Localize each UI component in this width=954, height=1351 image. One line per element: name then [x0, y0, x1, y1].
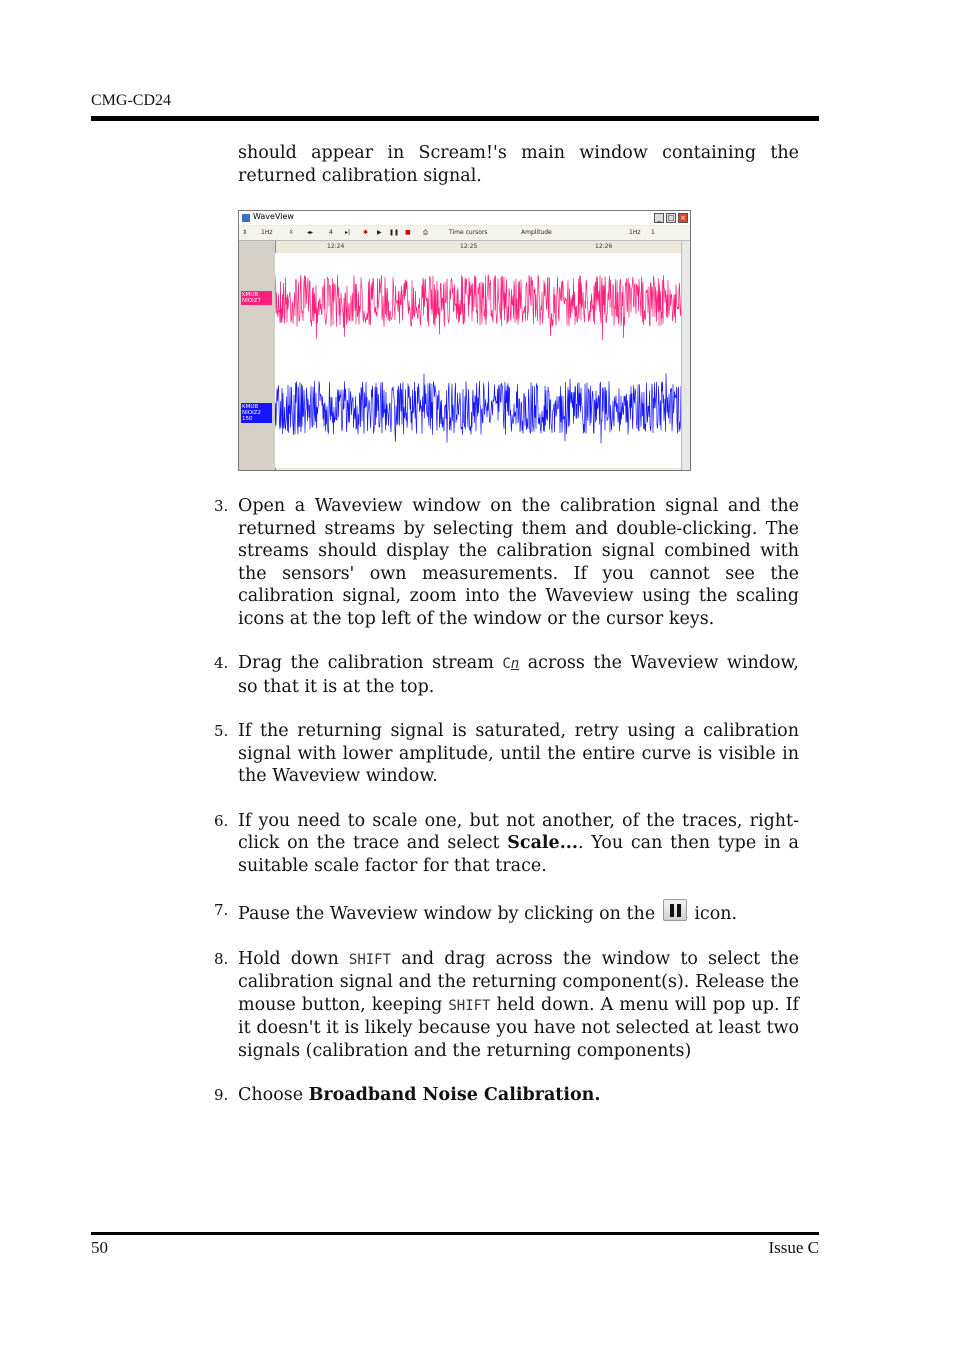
pause-icon	[663, 899, 687, 921]
menu-option: Scale...	[507, 833, 578, 853]
item-text: If you need to scale one, but not another, of the traces, right-click on the trace and select	[238, 810, 799, 853]
stop-icon[interactable]: ■	[405, 229, 411, 236]
key-code: SHIFT	[348, 951, 392, 968]
toolbar-rate[interactable]: 1Hz	[261, 229, 273, 236]
issue-label: Issue C	[768, 1238, 819, 1257]
next-icon[interactable]: ▸|	[345, 229, 351, 236]
item-number: 9.	[214, 1086, 229, 1104]
key-code: SHIFT	[448, 997, 491, 1014]
zoom-icon[interactable]: ⇳	[289, 229, 295, 236]
window-titlebar	[239, 211, 690, 225]
item-number: 6.	[214, 811, 229, 830]
item-number: 4.	[214, 654, 229, 672]
item-text: Choose	[238, 1085, 309, 1105]
waveview-screenshot	[238, 210, 691, 471]
pause-small-icon[interactable]: ❚❚	[389, 229, 400, 236]
time-label: 12:24	[327, 243, 345, 250]
toolbar-time-cursors[interactable]: Time cursors	[449, 229, 488, 236]
item-text: Open a Waveview window on the calibration signal and the returned streams by selecting them and double-clicking. The streams should display the calibration signal combined with the sensors' own measurements. If you cannot see the calibration signal, zoom into the Waveview using the scaling icons at the top left of the window or the cursor keys.	[238, 496, 799, 629]
trace-2-station: KMUB	[242, 404, 259, 410]
item-number: 8.	[214, 949, 229, 968]
trace-1-station: KMUB	[242, 292, 259, 298]
time-label: 12:25	[460, 243, 478, 250]
header-rule	[91, 116, 819, 121]
window-title: WaveView	[253, 212, 294, 221]
trace-label-2[interactable]	[241, 403, 272, 423]
list-item	[214, 948, 799, 1063]
footer-rule	[91, 1232, 819, 1235]
scale-arrows-icon[interactable]: ⇕	[242, 229, 248, 236]
maximize-icon[interactable]: □	[667, 214, 675, 222]
menu-option: Broadband Noise Calibration.	[308, 1085, 601, 1105]
minimize-icon[interactable]: _	[654, 213, 664, 223]
waveform-plot[interactable]	[275, 253, 682, 468]
play-icon[interactable]: ▶	[377, 229, 382, 236]
close-icon[interactable]: ×	[678, 213, 688, 223]
list-item	[214, 652, 799, 698]
list-item	[214, 810, 799, 878]
waveview-toolbar	[239, 226, 690, 241]
seek-icon[interactable]: ◂▸	[307, 229, 314, 236]
list-item	[214, 720, 799, 788]
item-number: 7.	[214, 901, 229, 919]
app-icon	[242, 214, 250, 222]
toolbar-rate-right[interactable]: 1Hz	[629, 229, 641, 236]
vertical-scrollbar[interactable]	[681, 241, 690, 470]
trace-2-waveform	[275, 373, 683, 443]
time-label: 12:26	[595, 243, 613, 250]
toolbar-amplitude[interactable]: Amplitude	[521, 229, 552, 236]
item-number: 5.	[214, 722, 229, 740]
list-item	[214, 1084, 799, 1107]
trace-label-panel	[239, 241, 276, 470]
list-item	[214, 495, 799, 630]
instruction-list	[214, 495, 799, 1107]
item-text: Pause the Waveview window by clicking on the	[238, 904, 661, 924]
waveform-svg	[275, 253, 683, 469]
item-number: 3.	[214, 497, 229, 515]
page-number: 50	[91, 1238, 108, 1257]
time-axis	[275, 241, 682, 253]
item-text: across the Waveview window, so that it is at the top.	[238, 653, 799, 697]
item-text: held down. A menu will pop up. If it doesn't it is likely because you have not selected at least two signals (calibration and the returning components)	[238, 994, 799, 1061]
item-text: Drag the calibration stream	[238, 653, 503, 673]
toolbar-count[interactable]: 4	[329, 229, 333, 236]
item-text: and drag across the window to select the calibration signal and the returning component(s). Release the mouse button, keeping	[238, 948, 799, 1015]
intro-paragraph: should appear in Scream!'s main window containing the returned calibration signal.	[238, 143, 799, 186]
trace-label-1[interactable]	[241, 291, 272, 305]
trace-2-stream: NIOIZ2	[242, 410, 261, 416]
list-item	[214, 899, 799, 926]
stream-code: C	[502, 656, 511, 672]
item-text: icon.	[688, 904, 738, 924]
stream-code-variable: n	[510, 656, 520, 672]
trace-2-extra: 150	[242, 416, 253, 422]
toolbar-count-right[interactable]: 1	[651, 229, 655, 236]
item-text: If the returning signal is saturated, retry using a calibration signal with lower amplitude, until the entire curve is visible in the Waveview window.	[238, 721, 799, 786]
item-text: . You can then type in a suitable scale factor for that trace.	[238, 833, 799, 876]
item-text: Hold down	[238, 948, 349, 969]
running-header: CMG-CD24	[91, 92, 172, 109]
trace-1-stream: NIOIZ7	[242, 298, 261, 304]
cursor-icon[interactable]: ✱	[363, 229, 369, 236]
print-icon[interactable]: ⎙	[423, 229, 428, 236]
trace-1-waveform	[275, 275, 683, 340]
